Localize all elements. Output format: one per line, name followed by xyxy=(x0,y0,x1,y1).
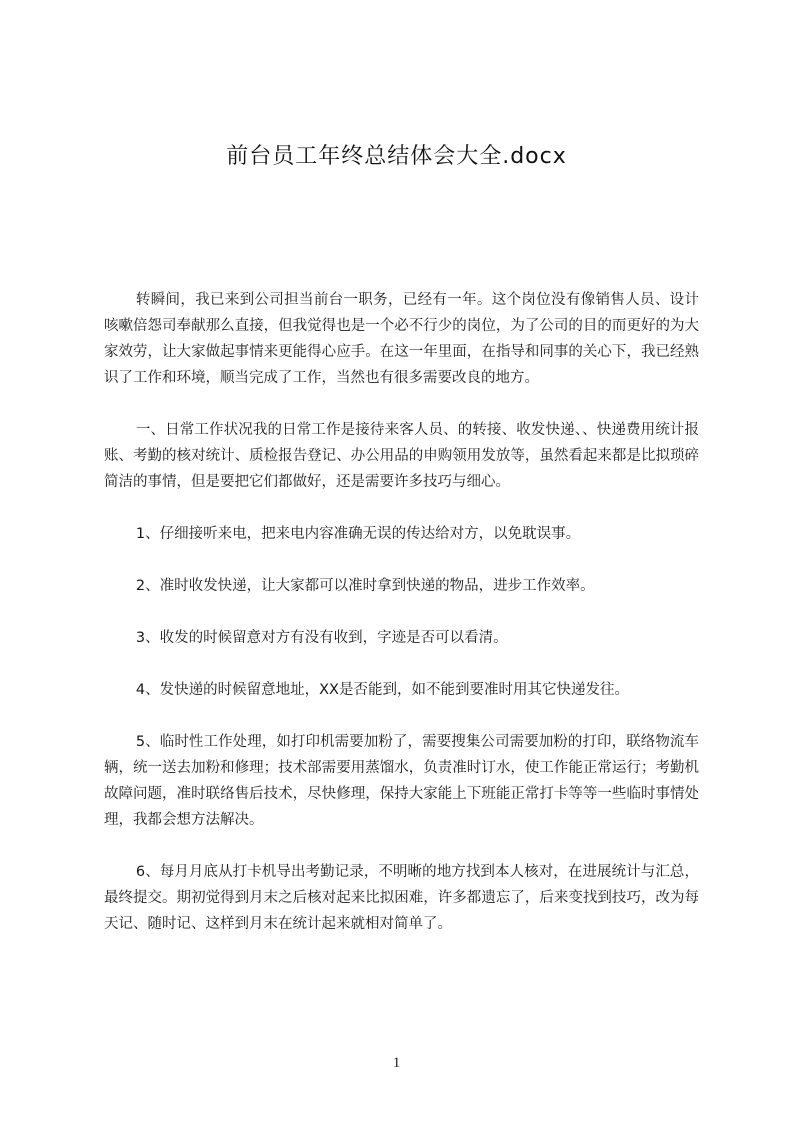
paragraph-item-5: 5、临时性工作处理，如打印机需要加粉了，需要搜集公司需要加粉的打印，联络物流车辆，统一送去加粉和修理；技术部需要用蒸馏水，负责准时订水，使工作能正常运行；考勤机故障问题，准时联络售后技术，尽快修理，保持大家能上下班能正常打卡等等一些临时事情处理，我都会想方法解决。 xyxy=(104,734,699,828)
paragraph-item-3: 3、收发的时候留意对方有没有收到，字迹是否可以看清。 xyxy=(135,630,508,646)
page-number: 1 xyxy=(392,1055,401,1071)
document-body xyxy=(104,287,699,937)
document-title: 前台员工年终总结体会大全.docx xyxy=(226,144,567,169)
paragraph-item-1: 1、仔细接听来电，把来电内容准确无误的传达给对方，以免耽误事。 xyxy=(135,526,581,542)
paragraph-item-2: 2、准时收发快递，让大家都可以准时拿到快递的物品，进步工作效率。 xyxy=(135,578,595,594)
paragraph-item-4: 4、发快递的时候留意地址，XX是否能到，如不能到要准时用其它快递发往。 xyxy=(135,682,629,698)
paragraph-intro: 转瞬间，我已来到公司担当前台一职务，已经有一年。这个岗位没有像销售人员、设计咳嗽倍怨司奉献那么直接，但我觉得也是一个必不行少的岗位，为了公司的目的而更好的为大家效劳，让大家做起事情来更能得心应手。在这一年里面，在指导和同事的关心下，我已经熟识了工作和环境，顺当完成了工作，当然也有很多需要改良的地方。 xyxy=(104,292,699,386)
paragraph-daily-work: 一、日常工作状况我的日常工作是接待来客人员、的转接、收发快递、、快递费用统计报账、考勤的核对统计、质检报告登记、办公用品的申购领用发放等，虽然看起来都是比拟琐碎简洁的事情，但是要把它们都做好，还是需要许多技巧与细心。 xyxy=(104,422,699,490)
paragraph-item-6: 6、每月月底从打卡机导出考勤记录，不明晰的地方找到本人核对，在进展统计与汇总，最终提交。期初觉得到月末之后核对起来比拟困难，许多都遗忘了，后来变找到技巧，改为每天记、随时记、这样到月末在统计起来就相对简单了。 xyxy=(104,864,699,932)
